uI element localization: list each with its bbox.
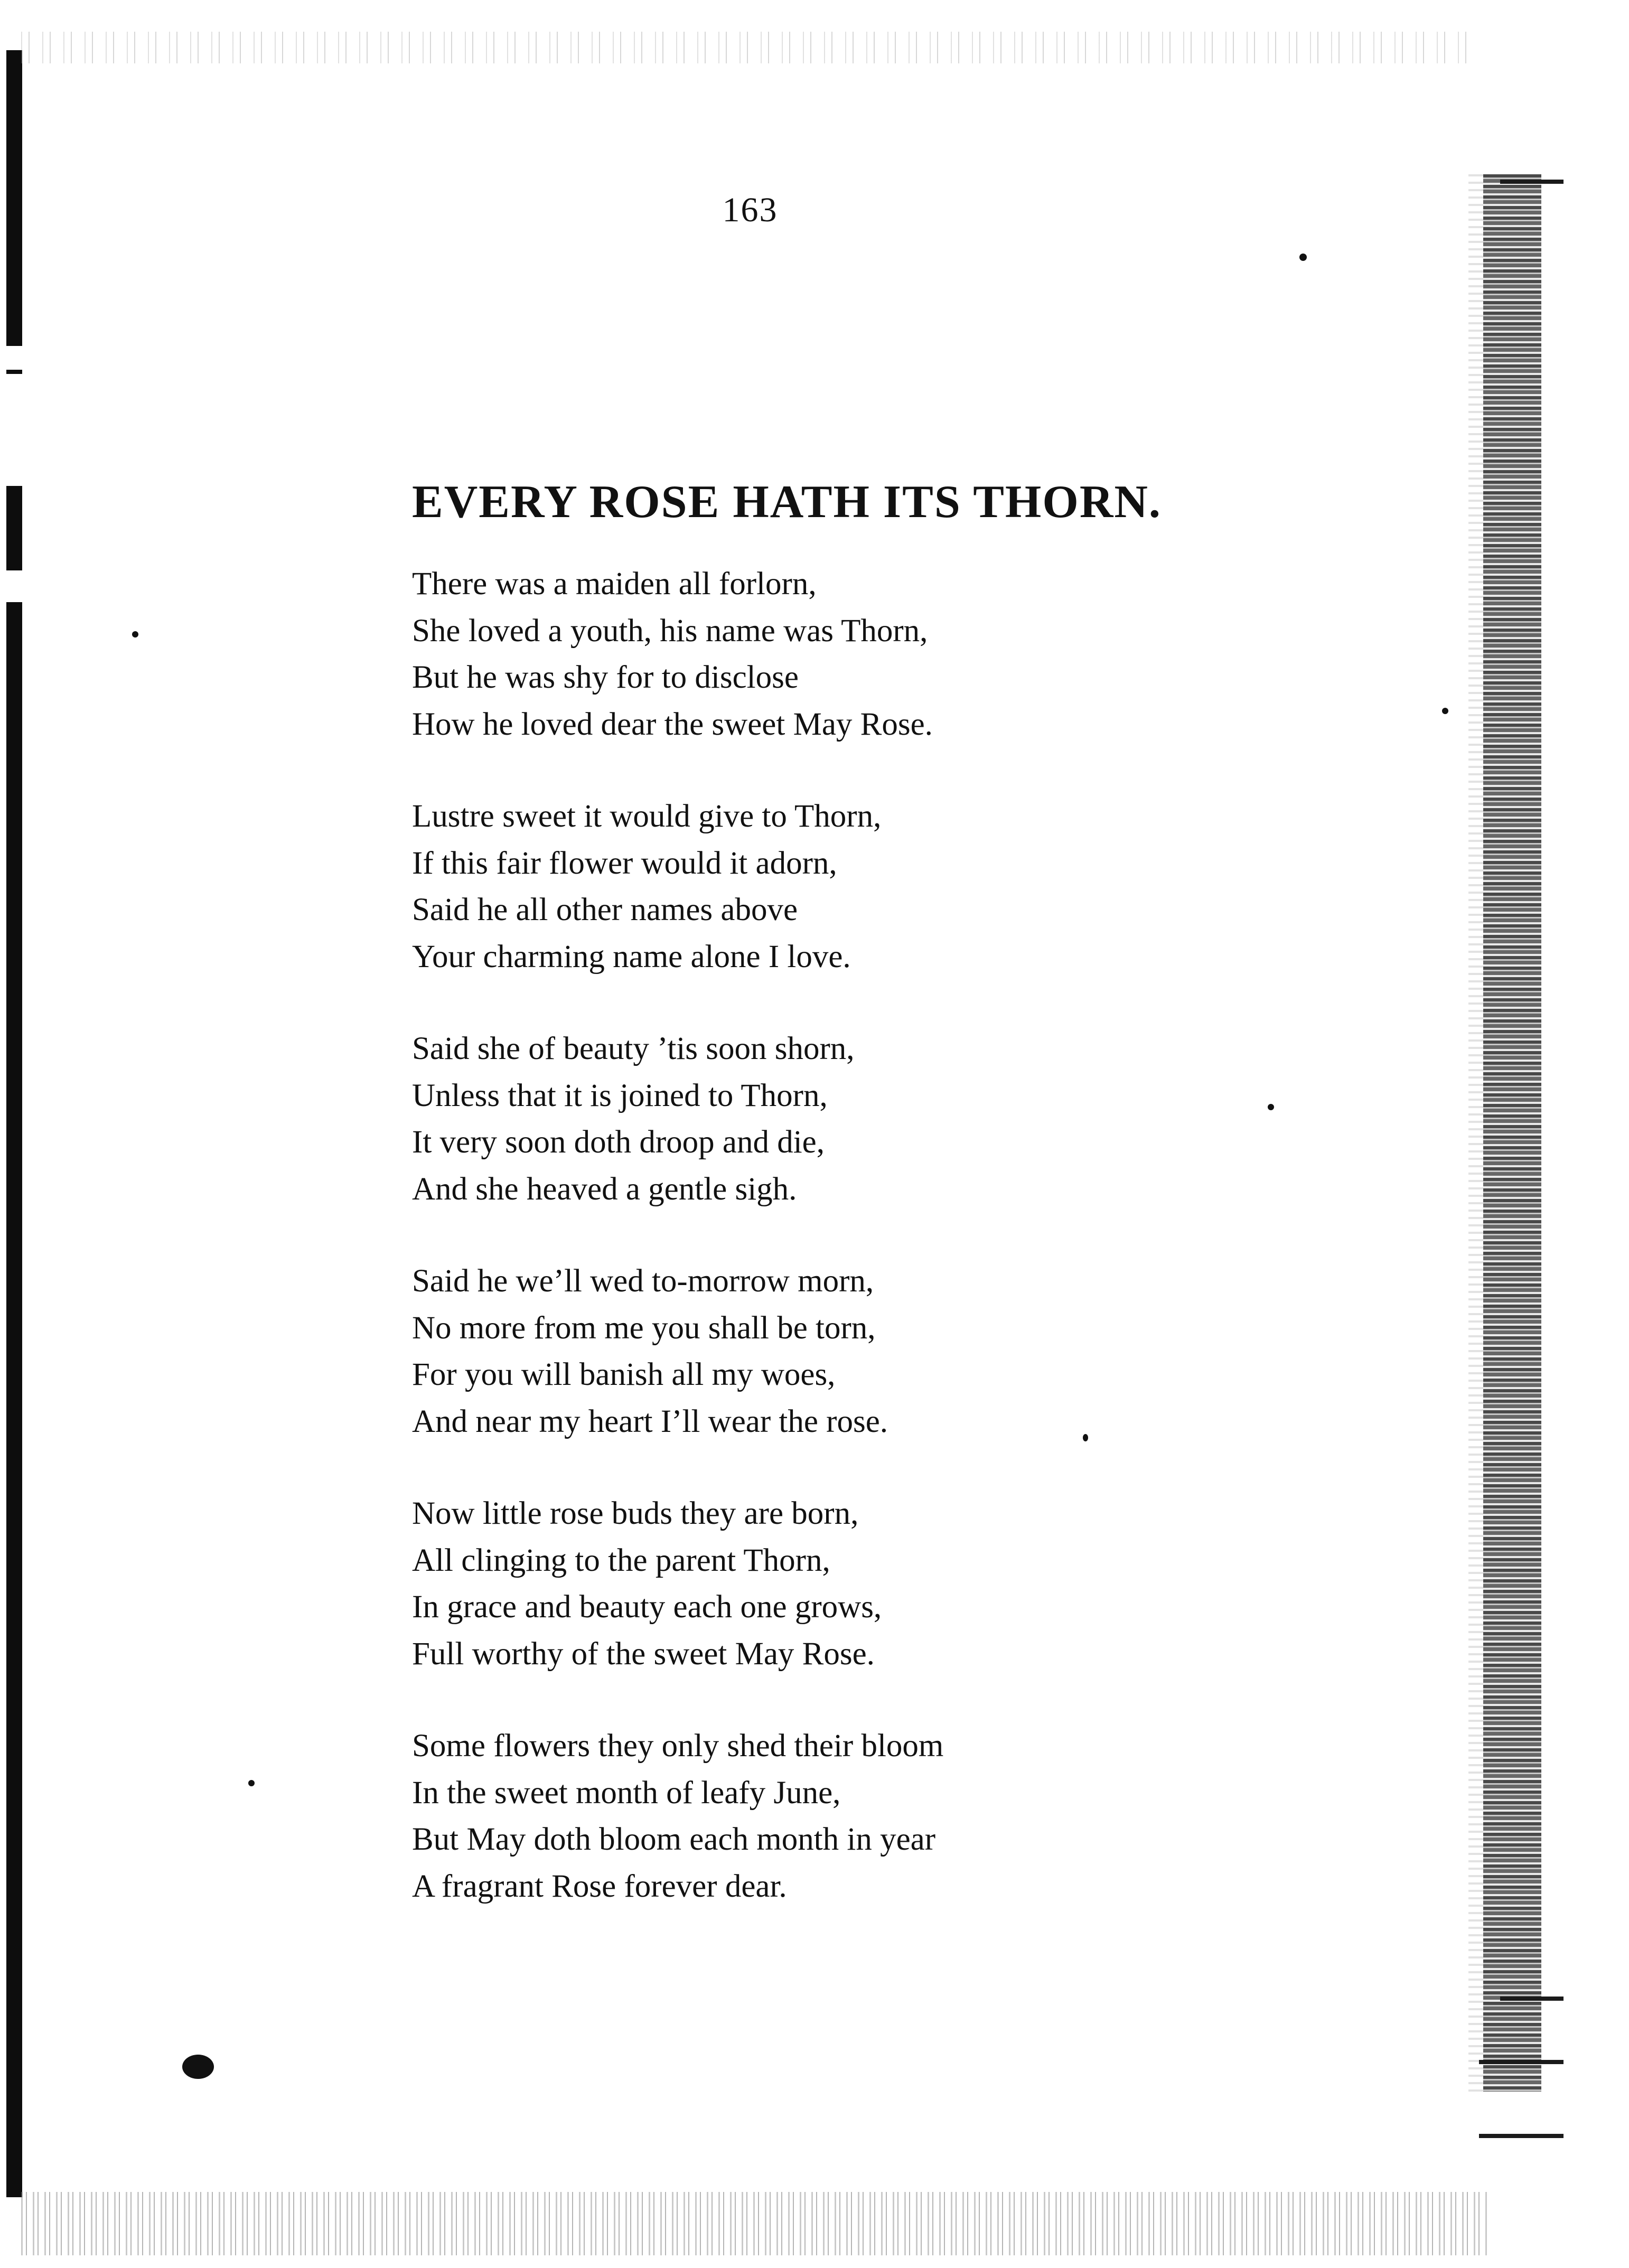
ink-speck	[248, 1780, 255, 1786]
poem-line: If this fair flower would it adorn,	[412, 845, 837, 881]
right-edge-mark	[1479, 2134, 1564, 2138]
poem-line: For you will banish all my woes,	[412, 1357, 836, 1392]
ink-speck	[1442, 708, 1448, 714]
poem-line: How he loved dear the sweet May Rose.	[412, 706, 933, 742]
poem-line: Said he all other names above	[412, 892, 798, 927]
ink-speck	[1299, 254, 1307, 261]
poem-body	[412, 561, 1151, 1955]
left-binding-shadow	[6, 602, 22, 2197]
stanza	[412, 1491, 1151, 1677]
poem-line: And near my heart I’ll wear the rose.	[412, 1403, 888, 1439]
right-edge-mark	[1500, 1997, 1564, 2001]
poem-line: She loved a youth, his name was Thorn,	[412, 613, 928, 649]
poem-line: Unless that it is joined to Thorn,	[412, 1077, 828, 1113]
stanza	[412, 561, 1151, 748]
poem-line: Now little rose buds they are born,	[412, 1496, 859, 1531]
poem-line: Lustre sweet it would give to Thorn,	[412, 799, 882, 834]
top-scan-noise	[21, 32, 1479, 63]
stanza	[412, 1723, 1151, 1910]
ink-speck	[182, 2055, 214, 2079]
bottom-scan-noise	[21, 2192, 1490, 2255]
right-edge-mark	[1500, 180, 1564, 184]
right-edge-mark	[1479, 2060, 1564, 2064]
poem-line: A fragrant Rose forever dear.	[412, 1868, 787, 1904]
poem-line: And she heaved a gentle sigh.	[412, 1171, 797, 1207]
poem-line: But he was shy for to disclose	[412, 660, 799, 695]
poem-line: In the sweet month of leafy June,	[412, 1775, 841, 1811]
left-binding-shadow	[6, 50, 22, 346]
poem-line: Some flowers they only shed their bloom	[412, 1728, 944, 1764]
poem-line: Said she of beauty ’tis soon shorn,	[412, 1031, 855, 1066]
ink-speck	[1268, 1104, 1274, 1110]
page-number: 163	[722, 191, 778, 229]
poem-line: Full worthy of the sweet May Rose.	[412, 1636, 875, 1672]
stanza	[412, 1026, 1151, 1213]
poem-line: But May doth bloom each month in year	[412, 1822, 936, 1857]
left-binding-shadow	[6, 486, 22, 570]
stanza	[412, 793, 1151, 980]
poem-line: Said he we’ll wed to-morrow morn,	[412, 1263, 874, 1299]
poem-line: All clinging to the parent Thorn,	[412, 1542, 830, 1578]
stanza	[412, 1258, 1151, 1445]
poem-line: In grace and beauty each one grows,	[412, 1589, 882, 1625]
ink-speck	[132, 631, 138, 638]
poem-line: No more from me you shall be torn,	[412, 1310, 876, 1346]
left-binding-mark	[6, 370, 22, 374]
poem-line: Your charming name alone I love.	[412, 939, 851, 974]
poem-line: It very soon doth droop and die,	[412, 1124, 825, 1160]
poem-title: EVERY ROSE HATH ITS THORN.	[412, 476, 1162, 528]
poem-line: There was a maiden all forlorn,	[412, 566, 817, 602]
right-edge-scan-strip	[1483, 174, 1541, 2092]
